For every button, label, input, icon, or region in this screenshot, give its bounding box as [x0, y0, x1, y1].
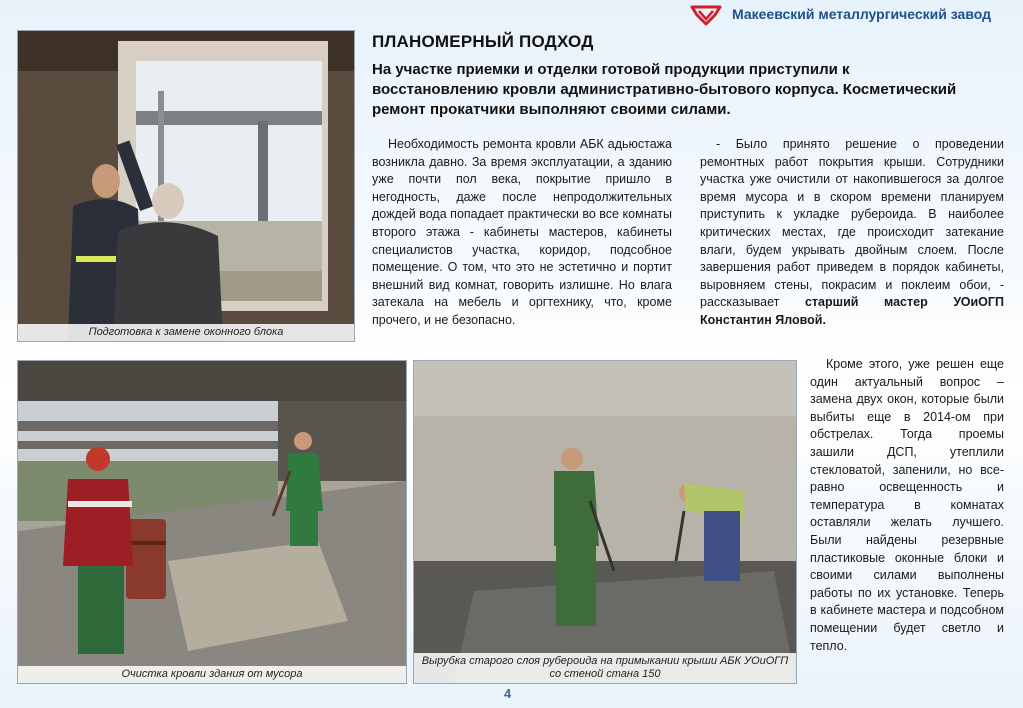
- photo-roof-cleaning: [17, 360, 407, 684]
- photo-roofing-scene: [414, 361, 796, 683]
- quote-text: - Было принято решение о проведении ремонтных работ покрытия крыши. Сотрудники участка уже очистили от накопившегося за долгое время мусора и в скором времени планируем приступить к укладке рубероида. В наиболее критических местах, где происходит затекание влаги, будем укрывать двойным слоем. После завершения работ приведем в порядок кабинеты, выровняем стены, покрасим и поклеим обои, - рассказывает: [700, 137, 1004, 310]
- article-column-2: [700, 136, 1004, 330]
- quote-author: старший мастер УОиОГП Константин Яловой.: [700, 295, 1004, 327]
- photo-window-replacement: [17, 30, 355, 342]
- photo-caption: Вырубка старого слоя рубероида на примыкании крыши АБК УОиОГП со стеной стана 150: [414, 653, 796, 683]
- article-column-1: [372, 136, 672, 330]
- photo-window-scene: [18, 31, 354, 341]
- article-paragraph: Необходимость ремонта кровли АБК адьюстажа возникла давно. За время эксплуатации, а зданию уже почти пол века, покрытие пришло в негодность, даже после непродолжительных дождей вода попадает практически во все комнаты второго этажа - кабинеты мастеров, кабинеты специалистов участка, коридор, подсобное помещение. О том, что это не эстетично и портит внешний вид комнат, говорить излишне. Но влага затекала на мебель и оргтехнику, что, кроме прочего, и не безопасно.: [372, 137, 672, 327]
- photo-caption: Подготовка к замене оконного блока: [18, 324, 354, 341]
- photo-caption: Очистка кровли здания от мусора: [18, 666, 406, 683]
- photo-roofing-removal: [413, 360, 797, 684]
- page-number: 4: [504, 686, 512, 701]
- section-title: ПЛАНОМЕРНЫЙ ПОДХОД: [372, 32, 594, 51]
- company-name: Макеевский металлургический завод: [732, 6, 992, 22]
- article-lead: На участке приемки и отделки готовой продукции приступили к восстановлению кровли административно-бытового корпуса. Косметический ремонт прокатчики выполняют своими силами.: [372, 61, 957, 118]
- article-column-3: [810, 356, 1004, 655]
- photo-roof-scene: [18, 361, 406, 683]
- article-paragraph: Кроме этого, уже решен еще один актуальный вопрос – замена двух окон, которые были выбиты еще в 2014-ом при обстрелах. Тогда проемы зашили ДСП, утеплили стекловатой, запенили, но все-равно освещенность и температура в комнатах оставляли желать лучшего. Были найдены резервные пластиковые оконные блоки и своими силами выполнены работы по их установке. Теперь в кабинете мастера и подсобном помещении будет светло и тепло.: [810, 357, 1004, 653]
- article-paragraph: [700, 136, 1004, 330]
- mmz-logo-icon: [690, 4, 722, 26]
